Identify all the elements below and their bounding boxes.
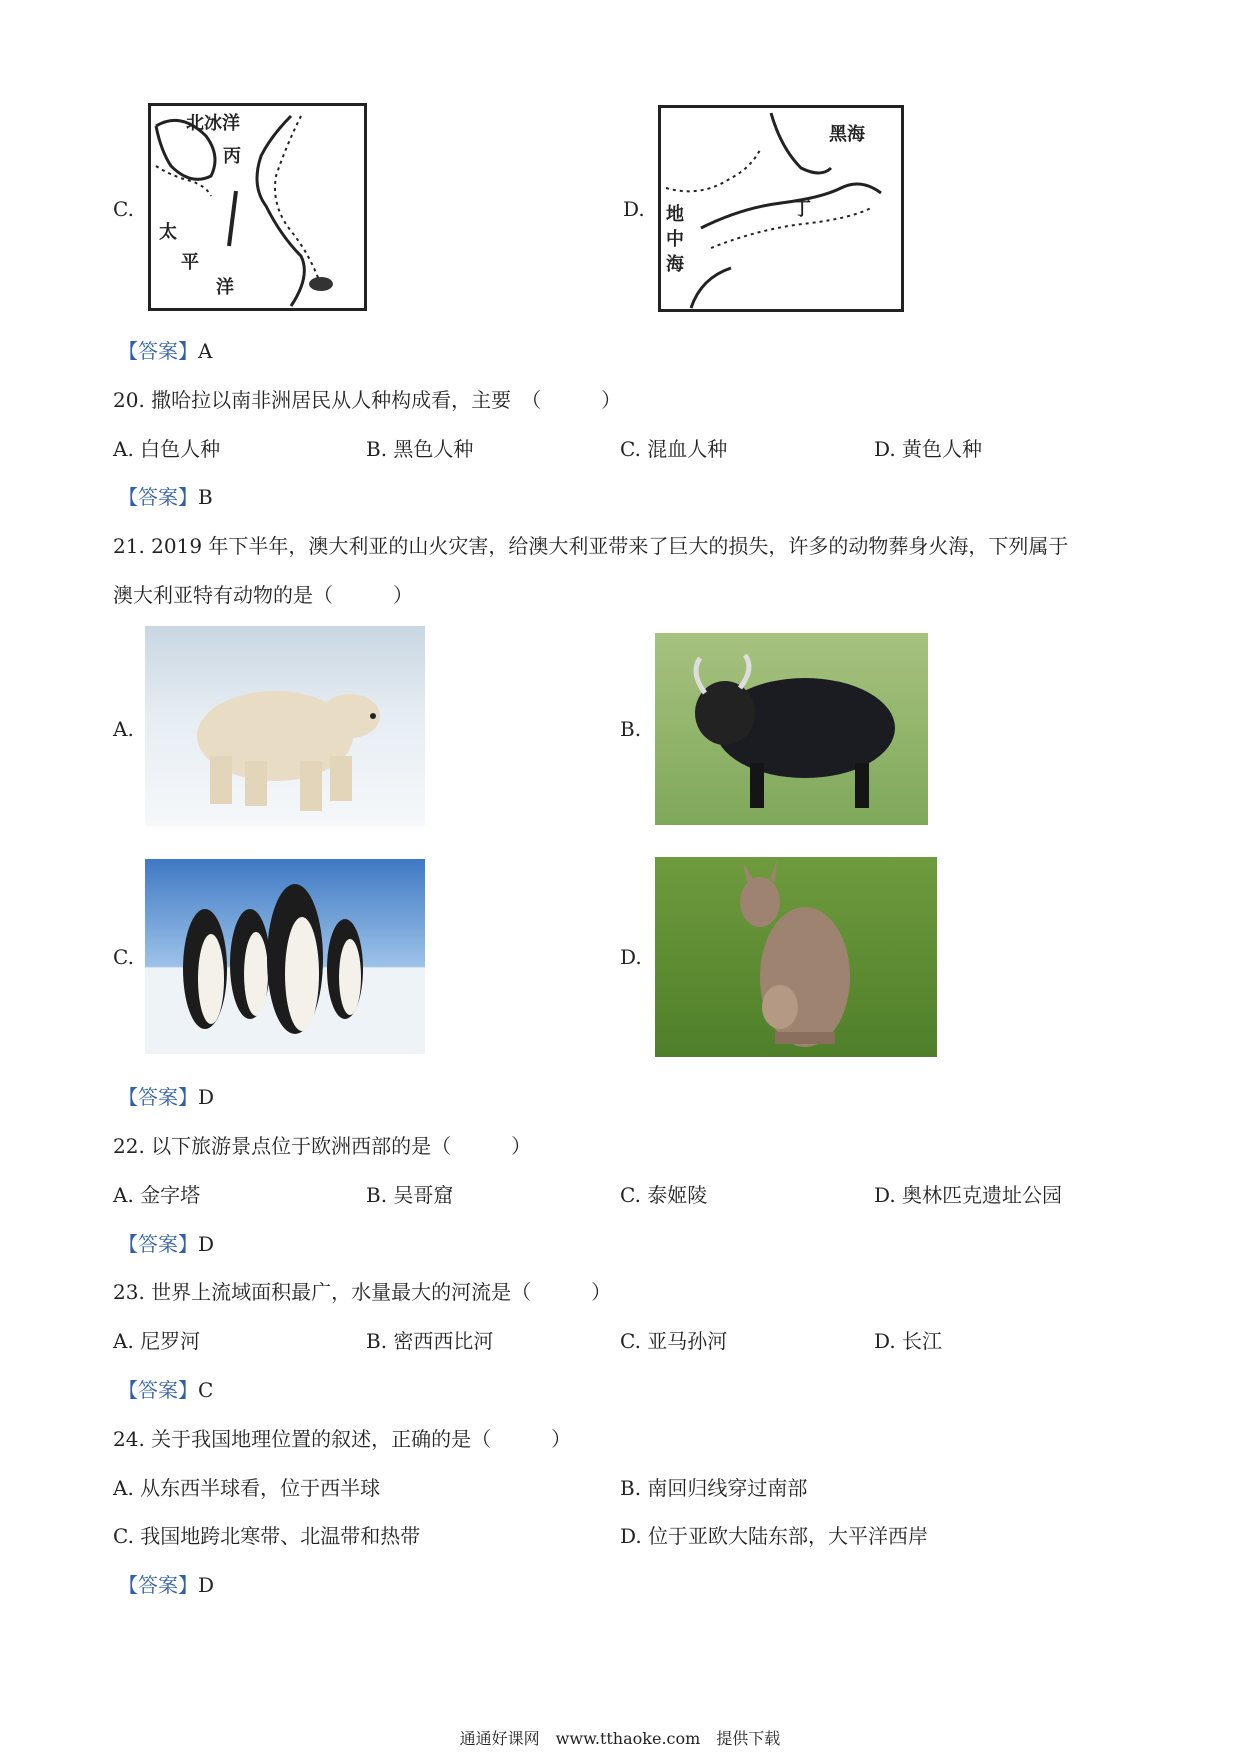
- label-arctic-ocean: 北冰洋: [186, 113, 240, 134]
- q24-option-b: B. 南回归线穿过南部: [620, 1476, 808, 1500]
- q20-option-a: A. 白色人种: [113, 437, 221, 461]
- q21-option-b-label: B.: [620, 717, 642, 741]
- q20-option-d: D. 黄色人种: [874, 437, 983, 461]
- answer-23: [118, 1374, 213, 1403]
- label-yang: 洋: [216, 277, 234, 298]
- question-20: 20. 撒哈拉以南非洲居民从人种构成看，主要 （ ）: [113, 388, 622, 412]
- q24-option-c: C. 我国地跨北寒带、北温带和热带: [113, 1524, 421, 1548]
- label-di: 地: [666, 204, 684, 225]
- yak-photo: [655, 633, 928, 825]
- page-footer: 通通好课网 www.tthaoke.com 提供下载: [459, 1729, 781, 1748]
- answer-22: [118, 1228, 214, 1257]
- label-ding: 丁: [793, 199, 811, 220]
- q20-option-b: B. 黑色人种: [366, 437, 474, 461]
- option-d-label: D.: [623, 197, 645, 221]
- yak-drawing: [655, 633, 928, 825]
- answer-key: 【答案】: [118, 1232, 198, 1256]
- polar-bear-drawing: [145, 626, 425, 826]
- q23-option-c: C. 亚马孙河: [620, 1329, 728, 1353]
- question-22: 22. 以下旅游景点位于欧洲西部的是（ ）: [113, 1134, 532, 1158]
- polar-bear-photo: [145, 626, 425, 826]
- q23-option-b: B. 密西西比河: [366, 1329, 494, 1353]
- q23-option-d: D. 长江: [874, 1329, 943, 1353]
- answer-value: D: [198, 1085, 215, 1109]
- answer-key: 【答案】: [118, 1085, 198, 1109]
- q22-option-c: C. 泰姬陵: [620, 1183, 708, 1207]
- answer-value: B: [198, 485, 213, 509]
- q24-option-a: A. 从东西半球看，位于西半球: [113, 1476, 381, 1500]
- q21-option-c-label: C.: [113, 945, 134, 969]
- answer-key: 【答案】: [118, 485, 198, 509]
- kangaroo-drawing: [655, 857, 937, 1057]
- label-bing: 丙: [223, 146, 241, 167]
- question-24: 24. 关于我国地理位置的叙述，正确的是（ ）: [113, 1427, 572, 1451]
- map-d-outline: [661, 108, 901, 309]
- answer-value: D: [198, 1573, 215, 1597]
- penguins-photo: [145, 859, 425, 1054]
- kangaroo-photo: [655, 857, 937, 1057]
- question-21-line1: 21. 2019 年下半年，澳大利亚的山火灾害，给澳大利亚带来了巨大的损失，许多的动物葬身火海，下列属于: [113, 534, 1069, 558]
- q23-option-a: A. 尼罗河: [113, 1329, 201, 1353]
- penguins-drawing: [145, 859, 425, 1054]
- answer-21: [118, 1081, 214, 1110]
- q22-option-d: D. 奥林匹克遗址公园: [874, 1183, 1063, 1207]
- label-hai: 海: [666, 254, 684, 275]
- q22-option-a: A. 金字塔: [113, 1183, 201, 1207]
- answer-20: [118, 481, 213, 510]
- option-c-label: C.: [113, 197, 134, 221]
- answer-value: C: [198, 1378, 214, 1402]
- question-23: 23. 世界上流域面积最广，水量最大的河流是（ ）: [113, 1280, 612, 1304]
- map-c: [148, 103, 367, 311]
- q22-option-b: B. 吴哥窟: [366, 1183, 454, 1207]
- answer-value: A: [198, 339, 213, 363]
- q21-option-d-label: D.: [620, 945, 642, 969]
- question-21-line2: 澳大利亚特有动物的是（ ）: [113, 583, 413, 607]
- label-tai: 太: [159, 222, 177, 243]
- answer-key: 【答案】: [118, 1378, 198, 1402]
- answer-24: [118, 1569, 214, 1598]
- answer-key: 【答案】: [118, 339, 198, 363]
- q21-option-a-label: A.: [113, 717, 134, 741]
- label-black-sea: 黑海: [829, 124, 865, 145]
- q24-option-d: D. 位于亚欧大陆东部，大平洋西岸: [620, 1524, 929, 1548]
- q20-option-c: C. 混血人种: [620, 437, 728, 461]
- answer-19: [118, 335, 212, 364]
- label-zhong: 中: [666, 229, 684, 250]
- label-ping: 平: [181, 252, 199, 273]
- answer-value: D: [198, 1232, 215, 1256]
- map-d: [658, 105, 904, 312]
- map-c-outline: [151, 106, 364, 308]
- answer-key: 【答案】: [118, 1573, 198, 1597]
